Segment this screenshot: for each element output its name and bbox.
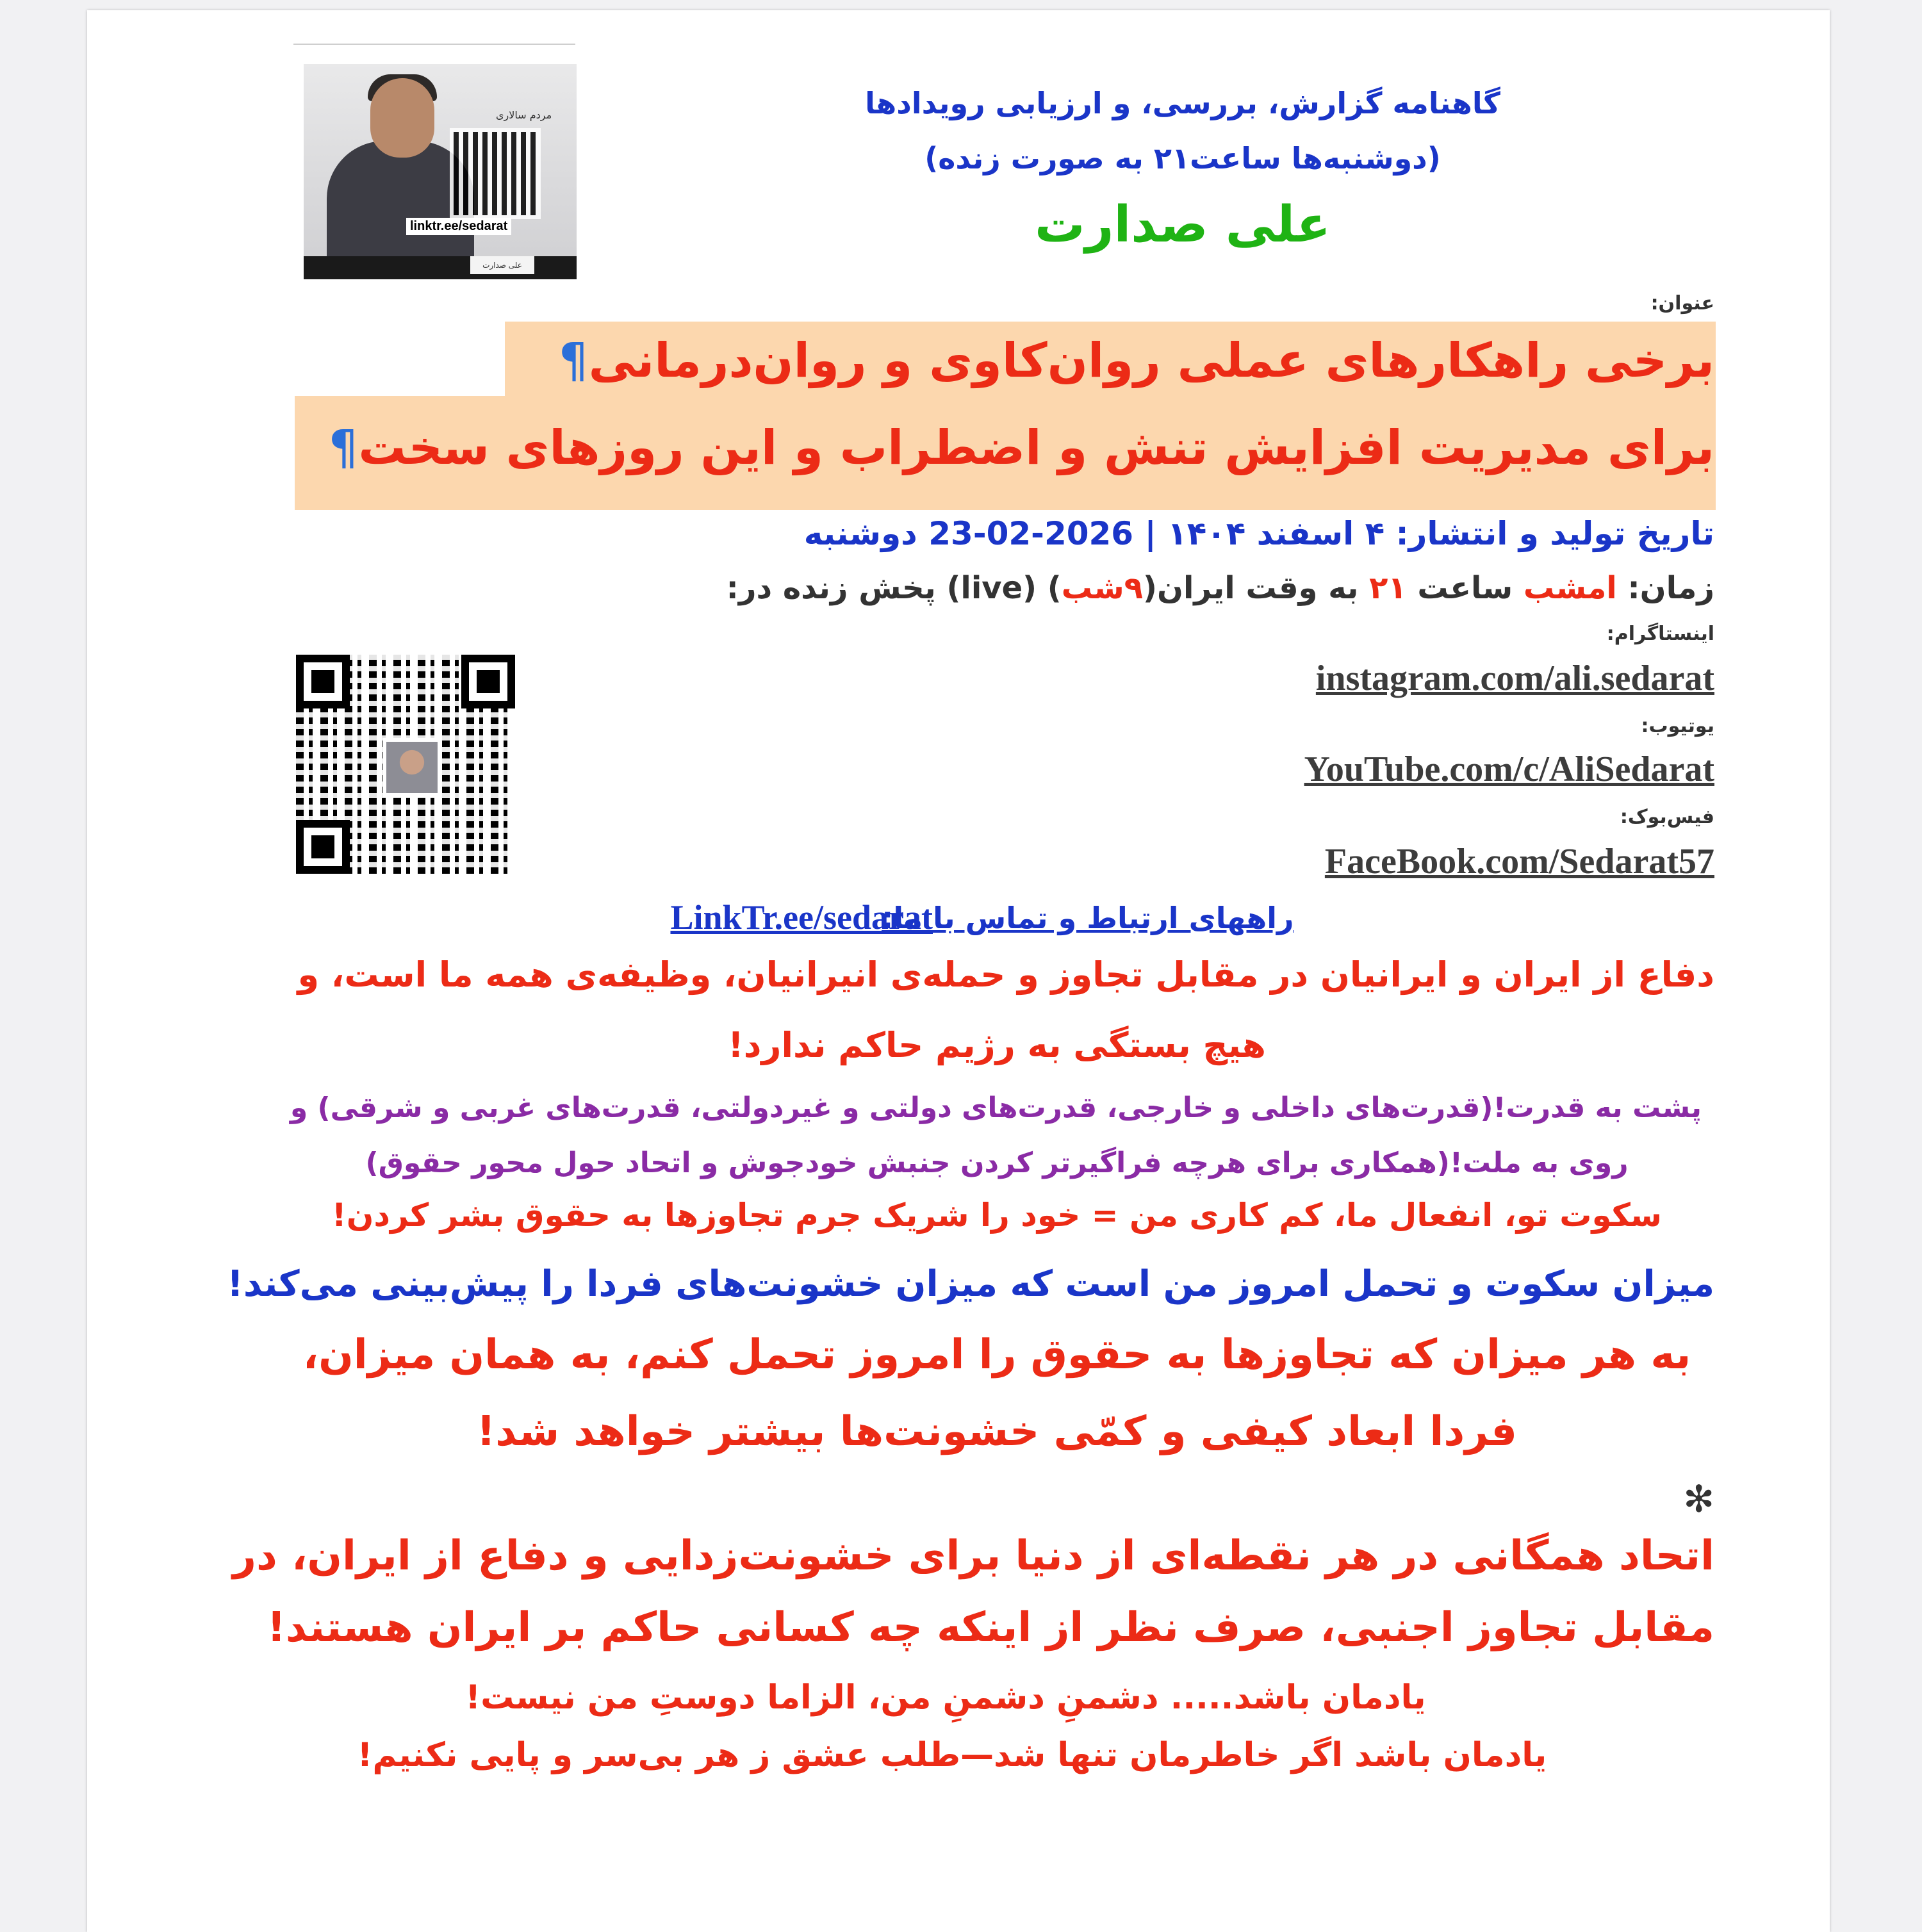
contact-label[interactable]: راههای ارتباط و تماس با ما: xyxy=(882,901,1294,935)
qr-face-image xyxy=(382,738,441,797)
youtube-link[interactable]: YouTube.com/c/AliSedarat xyxy=(1304,749,1714,789)
qr-code xyxy=(296,655,515,874)
document-page xyxy=(87,10,1830,1932)
author-name: علی صدارت xyxy=(1035,196,1331,254)
contact-link[interactable]: LinkTr.ee/sedarat xyxy=(670,898,933,937)
body-p2-line1: پشت به قدرت!(قدرت‌های داخلی و خارجی، قدرت‌های دولتی و غیردولتی، قدرت‌های غربی و شرقی) و xyxy=(290,1092,1702,1124)
date-line: تاریخ تولید و انتشار: ۴ اسفند ۱۴۰۴ | 2026-02-23 دوشنبه xyxy=(803,515,1714,552)
body-p3: سکوت تو، انفعال ما، کم کاری من = خود را شریک جرم تجاوزها به حقوق بشر کردن! xyxy=(331,1197,1663,1234)
photo-link-caption: linktr.ee/sedarat xyxy=(406,218,511,235)
body-p7: یادمان باشد..... دشمنِ دشمنِ من، الزاما دوستِ من نیست! xyxy=(465,1678,1426,1717)
body-p1-line1: دفاع از ایران و ایرانیان در مقابل تجاوز و حمله‌ی انیرانیان، وظیفه‌ی همه ما است، و xyxy=(297,954,1714,995)
author-photo-image xyxy=(304,64,577,279)
body-p5-line1: به هر میزان که تجاوزها به حقوق را امروز تحمل کنم، به همان میزان، xyxy=(302,1331,1691,1379)
instagram-label: اینستاگرام: xyxy=(1606,623,1714,645)
photo-name-plate: علی صدارت xyxy=(470,256,534,274)
instagram-link[interactable]: instagram.com/ali.sedarat xyxy=(1315,659,1714,698)
facebook-label: فیس‌بوک: xyxy=(1620,806,1714,828)
title-line2: برای مدیریت افزایش تنش و اضطراب و این روزهای سخت¶ xyxy=(328,420,1714,475)
separator-star: ✻ xyxy=(1683,1477,1714,1521)
time-line: زمان: امشب ساعت ۲۱ به وقت ایران(۹شب) (live) پخش زنده در: xyxy=(726,570,1714,606)
facebook-link[interactable]: FaceBook.com/Sedarat57 xyxy=(1324,842,1714,881)
header-line2: (دوشنبه‌ها ساعت۲۱ به صورت زنده) xyxy=(924,141,1441,176)
body-p1-line2: هیچ بستگی به رژیم حاکم ندارد! xyxy=(728,1025,1266,1065)
photo-qr-code xyxy=(450,128,541,219)
header-line1: گاهنامه گزارش، بررسی، و ارزیابی رویدادها xyxy=(865,86,1500,120)
title-label: عنوان: xyxy=(1650,292,1714,315)
body-p8: یادمان باشد اگر خاطرمان تنها شد—طلب عشق ز هر بی‌سر و پایی نکنیم! xyxy=(357,1736,1547,1774)
author-photo xyxy=(293,44,575,282)
title-line1: برخی راهکارهای عملی روان‌کاوی و روان‌درمانی¶ xyxy=(558,333,1714,388)
body-p2-line2: روی به ملت!(همکاری برای هرچه فراگیرتر کردن جنبش خودجوش و اتحاد حول محور حقوق) xyxy=(365,1147,1629,1179)
body-p6-line2: مقابل تجاوز اجنبی، صرف نظر از اینکه چه کسانی حاکم بر ایران هستند! xyxy=(267,1604,1714,1651)
body-p5-line2: فردا ابعاد کیفی و کمّی خشونت‌ها بیشتر خواهد شد! xyxy=(477,1408,1517,1455)
body-p4: میزان سکوت و تحمل امروز من است که میزان خشونت‌های فردا را پیش‌بینی می‌کند! xyxy=(227,1263,1714,1305)
photo-sign-text: مردم سالاری xyxy=(496,109,552,121)
body-p6-line1: اتحاد همگانی در هر نقطه‌ای از دنیا برای خشونت‌زدایی و دفاع از ایران، در xyxy=(233,1532,1714,1580)
youtube-label: یوتیوب: xyxy=(1641,715,1714,737)
